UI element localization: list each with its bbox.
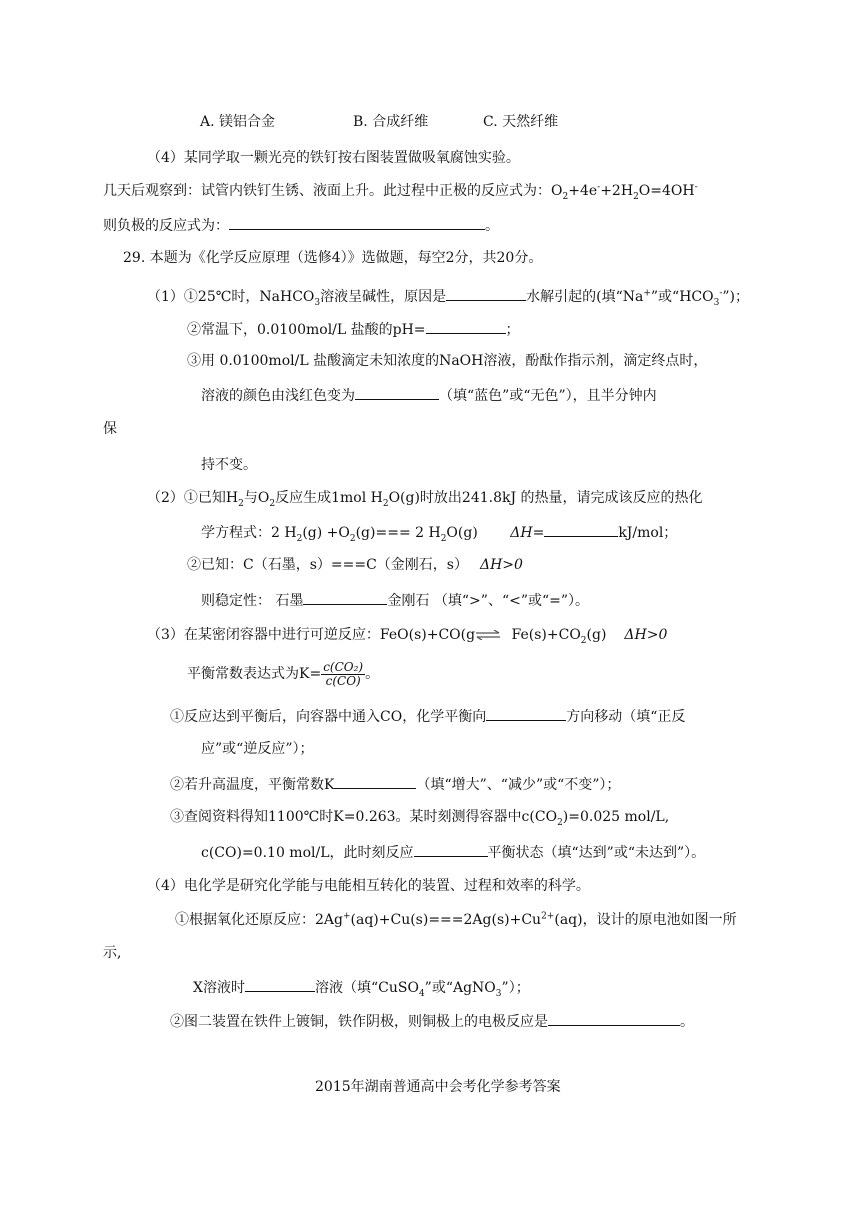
q29-p2-line1: （2）①已知$H_2$与$O_2$反应生成1mol $H_2O(g)$时放出241.8kJ 的热量，请完成该反应的热化 [147,490,703,509]
answer-blank[interactable] [486,706,566,721]
answer-blank[interactable] [245,977,315,992]
q29-p3-line4: 应”或“逆反应”）； [201,741,314,757]
q4-corrosion-line1: （4）某同学取一颗光亮的铁钉按右图装置做吸氧腐蚀实验。 [147,150,520,166]
equilibrium-arrow-icon [475,630,501,640]
answer-blank[interactable] [355,385,439,400]
q29-p3-line6: ③查阅资料得知1100℃时K=0.263。某时刻测得容器中$c(CO_2)=0.025$ mol/L, [170,809,670,828]
q29-p4-line3: 示, [103,945,122,961]
q29-p1-line4: 溶液的颜色由浅红色变为 （填“蓝色”或“无色”），且半分钟内 [201,385,657,405]
q29-p1-line1: （1）①25℃时，NaHCO$_3$溶液呈碱性，原因是 水解引起的(填“Na+”或“$HCO_3^-$”)； [147,286,749,306]
q4-corrosion-line3: 则负极的反应式为： 。 [103,215,499,235]
option-c: C. 天然纤维 [483,114,559,130]
q4-corrosion-line2: 几天后观察到：试管内铁钉生锈、液面上升。此过程中正极的反应式为：$O_2+4e^-+2H_2O=4OH^-$ [103,182,698,202]
answer-blank[interactable] [334,774,416,789]
q29-title: 29. 本题为《化学反应原理（选修4）》选做题，每空2分，共20分。 [123,250,543,266]
answer-blank[interactable] [544,522,618,537]
q29-p3-line2: 平衡常数表达式为K= $\frac{\text{c(CO₂)}}{c(CO)}$ 。 [187,659,380,688]
answer-blank[interactable] [229,215,485,230]
q29-p2-line4: 则稳定性： 石墨 金刚石 （填“>”、“<”或“=”）。 [201,590,589,610]
q29-p3-line5: ②若升高温度，平衡常数K （填“增大”、“减少”或“不变”）； [170,774,620,794]
q29-p2-line2: 学方程式：2 $H_2(g) +O_2(g)=== 2$ $H_2O(g)$ ΔH= kJ/mol； [201,522,677,542]
q29-p4-line5: ②图二装置在铁件上镀铜，铁作阴极，则铜极上的电极反应是 。 [170,1011,694,1031]
q29-p2-line3: ②已知：C（石墨，s）===C（金刚石，s） ΔH>0 [187,557,523,573]
q29-p4-line1: （4）电化学是研究化学能与电能相互转化的装置、过程和效率的科学。 [147,878,590,894]
answer-blank[interactable] [446,286,526,301]
answer-blank[interactable] [303,590,387,605]
equilibrium-constant-fraction: $\frac{\text{c(CO₂)}}{c(CO)}$ [323,659,364,688]
q29-p1-line2: ②常温下，0.0100mol/L 盐酸的pH= ； [187,319,520,339]
q29-p3-line7: c(CO)=0.10 mol/L，此时刻反应 平衡状态（填“达到”或“未达到”）。 [201,842,705,862]
answer-section-title: 2015年湖南普通高中会考化学参考答案 [315,1079,561,1095]
answer-blank[interactable] [414,842,488,857]
q29-p1-line3: ③用 0.0100mol/L 盐酸滴定未知浓度的NaOH溶液，酚酞作指示剂，滴定终点时， [187,353,708,369]
q29-p1-line5: 保 [103,421,117,437]
q29-p3-line1: （3）在某密闭容器中进行可逆反应：FeO(s)+CO(g $Fe(s)+CO_2(g)$ ΔH>0 [147,627,668,646]
answer-blank[interactable] [548,1011,680,1026]
q29-p3-line3: ①反应达到平衡后，向容器中通入CO，化学平衡向 方向移动（填“正反 [170,706,685,726]
q29-p4-line4: X溶液时 溶液（填“CuSO$_4$”或“AgNO$_3$”）； [193,977,530,997]
answer-blank[interactable] [426,319,506,334]
option-a: A. 镁铝合金 [200,114,276,130]
option-b: B. 合成纤维 [353,114,429,130]
q29-p4-line2: ①根据氧化还原反应：$2Ag^+(aq)+Cu(s)===2Ag(s)+Cu^{2+}(aq)$，设计的原电池如图一所 [175,911,737,928]
q29-p1-line6: 持不变。 [201,457,257,473]
